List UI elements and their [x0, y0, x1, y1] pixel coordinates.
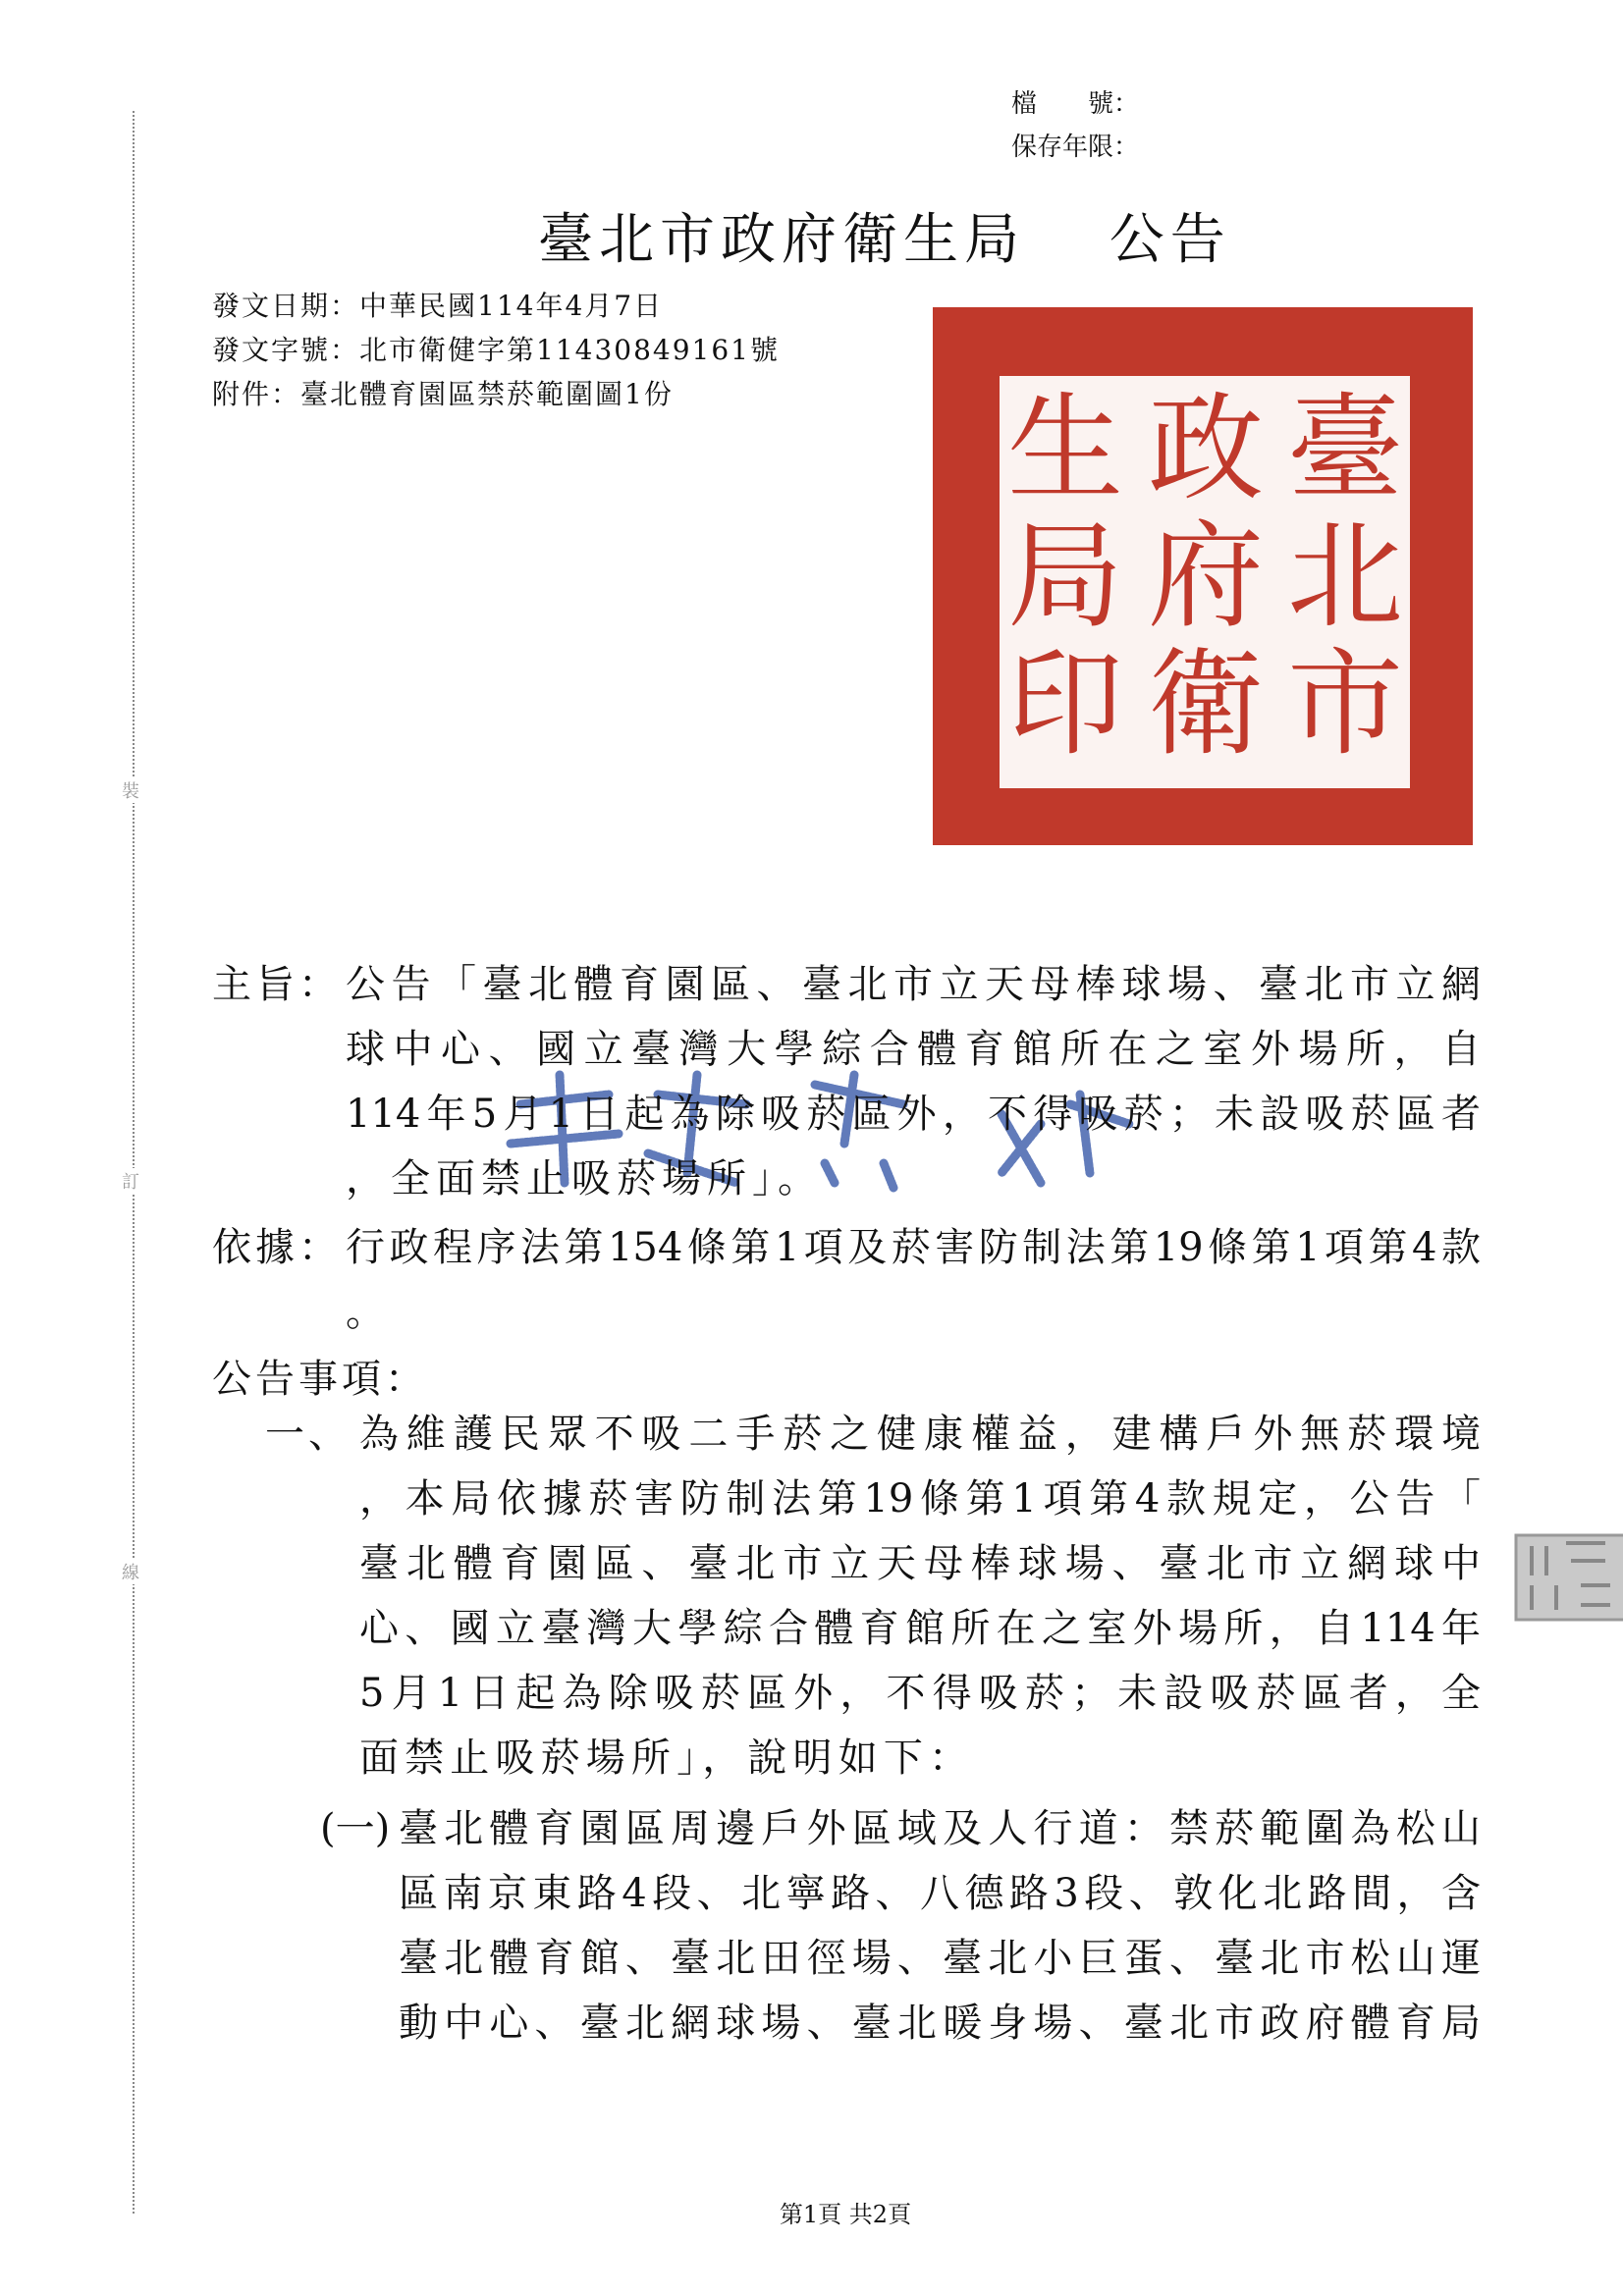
item-line: 心、國立臺灣大學綜合體育館所在之室外場所，自114年: [359, 1606, 1481, 1651]
seal-col-2: 政府衛: [1147, 381, 1265, 772]
notice-label: 公告事項：: [212, 1357, 428, 1402]
binding-mark: 裝: [122, 777, 139, 803]
retention-period-label: 保存年限：: [1011, 133, 1140, 162]
issue-date: 發文日期：中華民國114年4月7日: [212, 290, 664, 322]
basis-line: 。: [346, 1290, 385, 1335]
sub-item-marker: (一): [320, 1806, 391, 1851]
seal-col-3: 生局印: [1006, 381, 1124, 772]
file-number-label: 檔 號：: [1011, 89, 1140, 119]
page-title: 臺北市政府衛生局 公告: [538, 208, 1231, 272]
page-footer: 第1頁 共2頁: [779, 2201, 912, 2228]
binding-dotted-line: [133, 111, 135, 2214]
basis-line: 行政程序法第154條第1項及菸害防制法第19條第1項第4款: [346, 1225, 1481, 1270]
official-seal: [933, 307, 1473, 845]
subject-label: 主旨：: [212, 962, 342, 1007]
attachment: 附件：臺北體育園區禁菸範圍圖1份: [212, 378, 674, 410]
seal-col-1: 臺北市: [1286, 381, 1404, 772]
item-line: 為維護民眾不吸二手菸之健康權益，建構戶外無菸環境: [359, 1412, 1481, 1457]
subject-line: 公告「臺北體育園區、臺北市立天母棒球場、臺北市立網: [346, 962, 1481, 1007]
item-marker: 一、: [265, 1412, 352, 1457]
item-line: 5月1日起為除吸菸區外，不得吸菸；未設吸菸區者，全: [359, 1671, 1481, 1716]
document-number: 發文字號：北市衛健字第11430849161號: [212, 334, 780, 366]
item-line: ，本局依據菸害防制法第19條第1項第4款規定，公告「: [359, 1476, 1481, 1522]
sub-item-line: 臺北體育館、臺北田徑場、臺北小巨蛋、臺北市松山運: [399, 1936, 1481, 1981]
sub-item-line: 區南京東路4段、北寧路、八德路3段、敦化北路間，含: [399, 1871, 1481, 1916]
sub-item-line: 臺北體育園區周邊戶外區域及人行道：禁菸範圍為松山: [399, 1806, 1481, 1851]
sub-item-line: 動中心、臺北網球場、臺北暖身場、臺北市政府體育局: [399, 2001, 1481, 2046]
subject-line: 114年5月1日起為除吸菸區外，不得吸菸；未設吸菸區者: [346, 1092, 1481, 1137]
item-line: 臺北體育園區、臺北市立天母棒球場、臺北市立網球中: [359, 1541, 1481, 1586]
item-line: 面禁止吸菸場所」，說明如下：: [359, 1735, 968, 1781]
received-stamp: [1512, 1531, 1623, 1625]
subject-line: ，全面禁止吸菸場所」。: [346, 1156, 817, 1201]
binding-mark: 線: [122, 1559, 139, 1584]
basis-label: 依據：: [212, 1225, 342, 1270]
subject-line: 球中心、國立臺灣大學綜合體育館所在之室外場所，自: [346, 1027, 1481, 1072]
binding-mark: 訂: [122, 1168, 139, 1194]
